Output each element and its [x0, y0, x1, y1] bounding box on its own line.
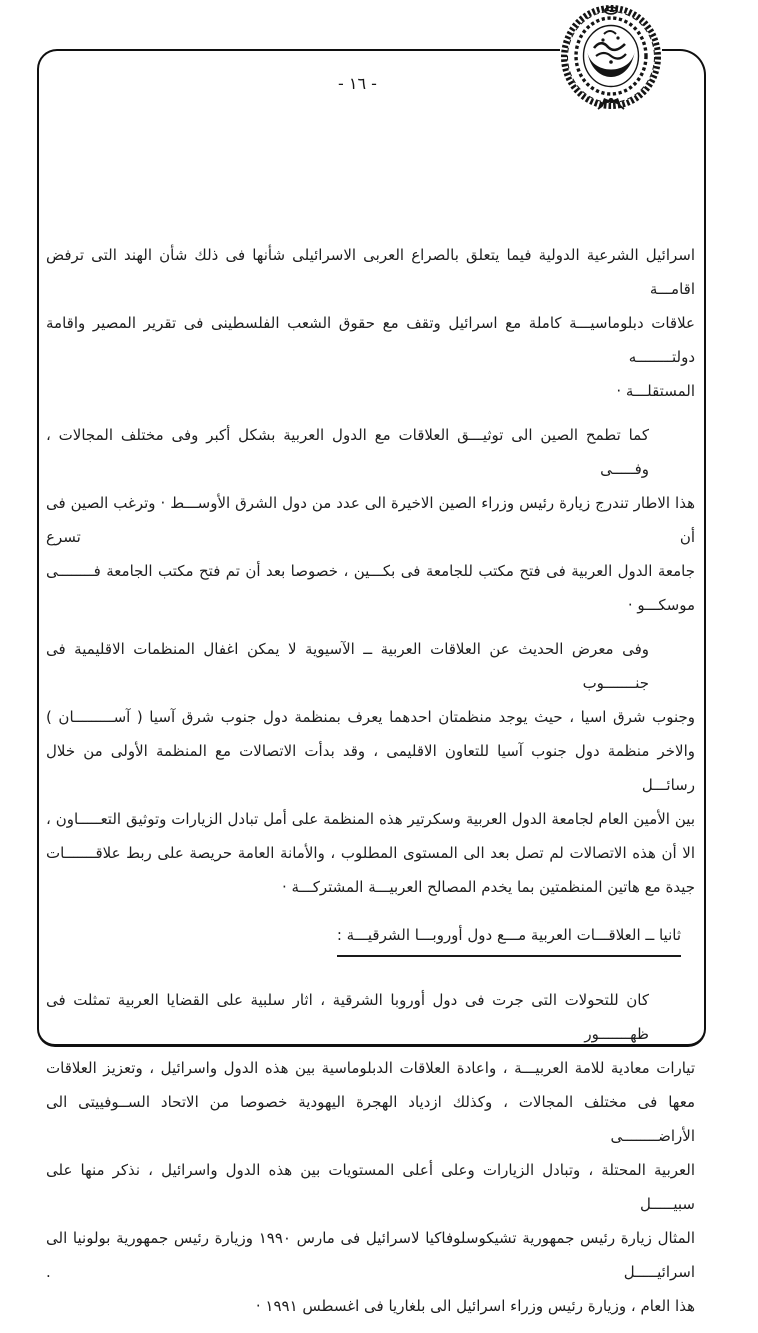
text-line: جامعة الدول العربية فى فتح مكتب للجامعة فى بكـــين ، خصوصا بعد أن تم فتح مكتب الجامعة فــــــــى	[46, 562, 695, 580]
text-line: تيارات معادية للامة العربيـــة ، واعادة العلاقات الدبلوماسية بين هذه الدول واسرائيل ، وتعزيز العلاقات	[46, 1059, 695, 1077]
paragraph	[46, 238, 695, 408]
paragraph	[46, 983, 695, 1323]
text-line: المثال زيارة رئيس جمهورية تشيكوسلوفاكيا لاسرائيل فى مارس ١٩٩٠ وزيارة رئيس جمهورية بولونيا الى اسرائيـــــل .	[46, 1229, 695, 1281]
text-line: والاخر منظمة دول جنوب آسيا للتعاون الاقليمى ، وقد بدأت الاتصالات مع المنظمة الأولى من خلال رسائـــل	[46, 742, 695, 794]
document-body	[46, 238, 695, 1333]
text-line: المستقلـــة ·	[616, 382, 695, 400]
text-line: اسرائيل الشرعية الدولية فيما يتعلق بالصراع العربى الاسرائيلى شأنها فى ذلك شأن الهند التى ترفض اقامـــة	[46, 246, 695, 298]
text-line: هذا الاطار تندرج زيارة رئيس وزراء الصين الاخيرة الى عدد من دول الشرق الأوســـط · وترغب الصين فى أن تسرع	[46, 494, 695, 546]
paragraph	[46, 632, 695, 904]
section-heading	[46, 918, 695, 957]
text-line: الا أن هذه الاتصالات لم تصل بعد الى المستوى المطلوب ، والأمانة العامة حريصة على ربط علاقـــــــات	[46, 844, 695, 862]
text-line: معها فى مختلف المجالات ، وكذلك ازدياد الهجرة اليهودية خصوصا من الاتحاد الســوفييتى الى الأراضــــــــى	[46, 1093, 695, 1145]
arab-league-emblem-icon	[560, 4, 662, 110]
text-line: وجنوب شرق اسيا ، حيث يوجد منظمتان احدهما يعرف بمنظمة دول جنوب شرق آسيا ( آســـــــــان )	[46, 708, 695, 726]
text-line: بين الأمين العام لجامعة الدول العربية وسكرتير هذه المنظمة على أمل تبادل الزيارات وتوثيق التعـــــاون ،	[46, 810, 695, 828]
paragraph	[46, 418, 695, 622]
arab-league-emblem-logo	[560, 4, 662, 110]
text-line: هذا العام ، وزيارة رئيس وزراء اسرائيل الى بلغاريا فى اغسطس ١٩٩١ ·	[255, 1297, 695, 1315]
text-line: وفى معرض الحديث عن العلاقات العربية ــ الآسيوية لا يمكن اغفال المنظمات الاقليمية فى جنـــــــوب	[46, 640, 649, 692]
page-number: - ١٦ -	[338, 74, 377, 93]
text-line: كما تطمح الصين الى توثيـــق العلاقات مع الدول العربية بشكل أكبر وفى مختلف المجالات ، وفـــــى	[46, 426, 649, 478]
section-heading-text: ثانيا ــ العلاقـــات العربية مـــع دول أوروبـــا الشرقيـــة :	[337, 918, 681, 957]
text-line: كان للتحولات التى جرت فى دول أوروبا الشرقية ، اثار سلبية على القضايا العربية تمثلت فى ظهـــــــور	[46, 991, 649, 1043]
text-line: موسكـــو ·	[627, 596, 695, 614]
text-line: جيدة مع هاتين المنظمتين بما يخدم المصالح العربيـــة المشتركـــة ·	[281, 878, 695, 896]
text-line: العربية المحتلة ، وتبادل الزيارات وعلى أعلى المستويات بين هذه الدول واسرائيل ، نذكر منها على سبيـــــل	[46, 1161, 695, 1213]
text-line: علاقات دبلوماسيـــة كاملة مع اسرائيل وتقف مع حقوق الشعب الفلسطينى فى تقرير المصير واقامة دولتــــــــه	[46, 314, 695, 366]
